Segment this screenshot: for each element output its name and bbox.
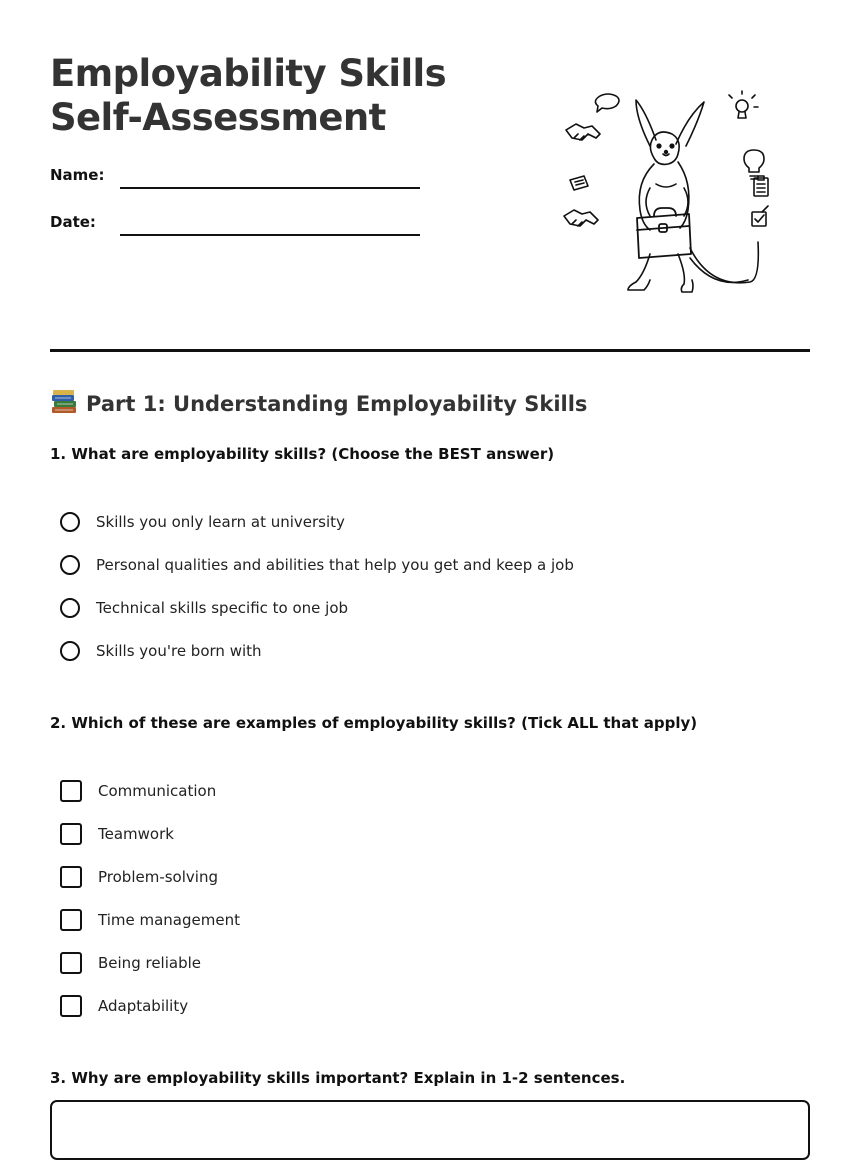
speech-bubble-icon xyxy=(595,94,619,112)
idea-lightbulb-icon xyxy=(729,91,758,118)
q2-option[interactable] xyxy=(60,821,174,847)
option-label: Communication xyxy=(98,782,217,800)
briefcase-icon xyxy=(637,208,691,258)
q1-option[interactable] xyxy=(60,509,345,535)
question-3: 3. Why are employability skills important? Explain in 1-2 sentences. xyxy=(50,1069,626,1087)
checkbox[interactable] xyxy=(60,823,82,845)
option-label: Being reliable xyxy=(98,954,201,972)
handshake-icon xyxy=(564,210,598,226)
q2-option[interactable] xyxy=(60,907,240,933)
q2-option[interactable] xyxy=(60,778,216,804)
radio-button[interactable] xyxy=(60,512,80,532)
option-label: Adaptability xyxy=(98,997,189,1015)
q2-option[interactable] xyxy=(60,864,218,890)
kangaroo-icon xyxy=(628,100,758,292)
page-title-line-1: Employability Skills xyxy=(50,52,447,95)
checkbox[interactable] xyxy=(60,909,82,931)
option-label: Personal qualities and abilities that help you get and keep a job xyxy=(96,556,574,574)
header-divider xyxy=(50,349,810,352)
page-title xyxy=(50,52,446,140)
option-label: Skills you're born with xyxy=(96,642,262,660)
checkbox[interactable] xyxy=(60,952,82,974)
q1-option[interactable] xyxy=(60,638,262,664)
option-label: Teamwork xyxy=(98,825,174,843)
option-label: Skills you only learn at university xyxy=(96,513,345,531)
checkbox[interactable] xyxy=(60,995,82,1017)
kangaroo-with-briefcase-icon xyxy=(558,88,770,300)
check-pencil-icon xyxy=(752,206,768,226)
radio-button[interactable] xyxy=(60,555,80,575)
date-field[interactable] xyxy=(120,234,420,236)
part1-title-text: Part 1: Understanding Employability Skills xyxy=(86,392,588,416)
q3-answer-textarea[interactable] xyxy=(50,1100,810,1160)
radio-button[interactable] xyxy=(60,641,80,661)
handshake-icon xyxy=(566,124,600,140)
page-title-line-2: Self-Assessment xyxy=(50,96,386,139)
question-1: 1. What are employability skills? (Choose the BEST answer) xyxy=(50,445,555,463)
books-icon xyxy=(50,389,78,415)
checkbox[interactable] xyxy=(60,866,82,888)
option-label: Technical skills specific to one job xyxy=(96,599,349,617)
question-2: 2. Which of these are examples of employability skills? (Tick ALL that apply) xyxy=(50,714,698,732)
option-label: Problem-solving xyxy=(98,868,218,886)
checkbox[interactable] xyxy=(60,780,82,802)
name-label: Name: xyxy=(50,166,105,184)
part1-title xyxy=(50,388,587,420)
name-field[interactable] xyxy=(120,187,420,189)
document-icon xyxy=(570,176,588,190)
radio-button[interactable] xyxy=(60,598,80,618)
q1-option[interactable] xyxy=(60,552,574,578)
option-label: Time management xyxy=(98,911,240,929)
q2-option[interactable] xyxy=(60,950,201,976)
q2-option[interactable] xyxy=(60,993,188,1019)
date-label: Date: xyxy=(50,213,96,231)
lightbulb-icon xyxy=(744,150,764,179)
q1-option[interactable] xyxy=(60,595,348,621)
